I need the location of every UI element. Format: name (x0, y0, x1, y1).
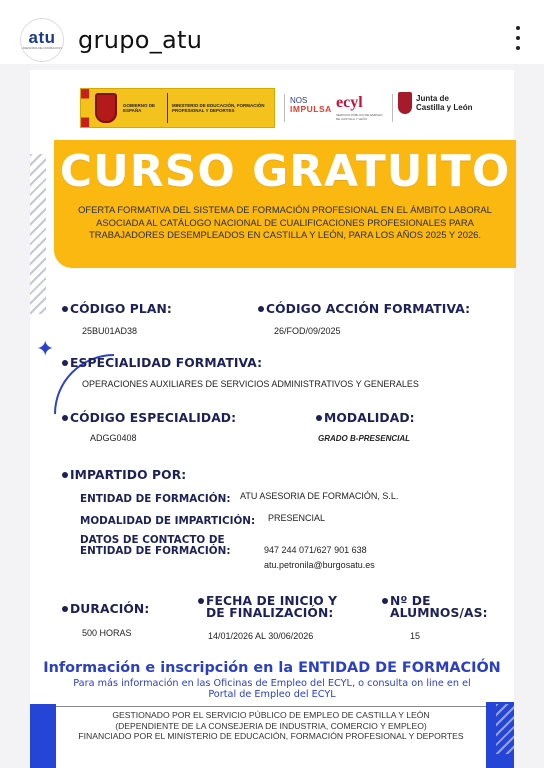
more-vertical-icon[interactable] (514, 26, 522, 50)
logo-divider (392, 94, 393, 122)
post-image[interactable] (0, 64, 544, 768)
sparkle-icon: ✦ (36, 336, 55, 361)
junta-logo (398, 92, 472, 114)
username[interactable]: grupo_atu (78, 26, 203, 54)
codigo-especialidad-label: CÓDIGO ESPECIALIDAD: (62, 411, 236, 425)
codigo-accion-value: 26/FOD/09/2025 (274, 326, 341, 336)
entidad-label: ENTIDAD DE FORMACIÓN: (80, 493, 231, 505)
logo-divider (284, 94, 285, 122)
telefono-value: 947 244 071/627 901 638 (264, 545, 367, 555)
impulsa-word: IMPULSA (290, 104, 332, 114)
avatar-logo-subtitle: ASESORIA DE FORMACION (22, 46, 62, 50)
footer-line-2: (DEPENDIENTE DE LA CONSEJERIA DE INDUSTRIA, COMERCIO Y EMPLEO) (115, 720, 427, 731)
hatch-decoration-right (496, 704, 514, 754)
footer-line-1: GESTIONADO POR EL SERVICIO PÚBLICO DE EMPLEO DE CASTILLA Y LEÓN (112, 710, 430, 720)
footer (56, 710, 486, 742)
footer-line-3: FINANCIADO POR EL MINISTERIO DE EDUCACIÓN, FORMACIÓN PROFESIONAL Y DEPORTES (78, 731, 464, 741)
impulsa-top: NOS (290, 96, 308, 105)
modalidad-label: MODALIDAD: (316, 411, 415, 425)
gobierno-text: GOBIERNO DE ESPAÑA (123, 103, 156, 113)
especialidad-value: OPERACIONES AUXILIARES DE SERVICIOS ADMINISTRATIVOS Y GENERALES (82, 379, 419, 389)
ecyl-subtitle: SERVICIO PÚBLICO DE EMPLEO DE CASTILLA Y LEÓN (336, 113, 383, 121)
gobierno-logo (80, 88, 275, 128)
title-banner (54, 140, 516, 268)
modalidad-imparticion-value: PRESENCIAL (268, 513, 326, 523)
junta-line1: Junta de (416, 94, 449, 103)
fecha-label: FECHA DE INICIO Y DE FINALIZACIÓN: (198, 595, 337, 619)
ecyl-logo: ecyl (336, 94, 363, 111)
contacto-label-1: DATOS DE CONTACTO DE (80, 534, 225, 546)
post-header (0, 0, 544, 62)
coat-of-arms-icon (95, 93, 117, 123)
email-value: atu.petronila@burgosatu.es (264, 560, 375, 570)
codigo-plan-label: CÓDIGO PLAN: (62, 302, 172, 316)
alumnos-value: 15 (410, 631, 421, 641)
flag-icon (81, 89, 89, 127)
junta-text (416, 94, 472, 112)
ministerio-text: MINISTERIO DE EDUCACIÓN, FORMACIÓN PROFESIONAL Y DEPORTES (172, 103, 265, 113)
fecha-value: 14/01/2026 AL 30/06/2026 (208, 631, 314, 641)
junta-line2: Castilla y León (416, 103, 473, 112)
junta-shield-icon (398, 92, 412, 114)
info-title: Información e inscripción en la ENTIDAD DE FORMACIÓN (43, 660, 501, 676)
avatar-logo-text: atu (28, 28, 56, 47)
modalidad-imparticion-label: MODALIDAD DE IMPARTICIÓN: (80, 515, 256, 527)
codigo-especialidad-value: ADGG0408 (90, 433, 137, 443)
banner-title: CURSO GRATUITO (59, 146, 511, 197)
especialidad-label: ESPECIALIDAD FORMATIVA: (62, 356, 262, 370)
contacto-label-2: ENTIDAD DE FORMACIÓN: (80, 545, 231, 557)
footer-divider (56, 706, 486, 707)
codigo-accion-label: CÓDIGO ACCIÓN FORMATIVA: (258, 302, 470, 316)
codigo-plan-value: 25BU01AD38 (82, 326, 138, 336)
info-subtitle: Para más información en las Oficinas de Empleo del ECYL, o consulta on line en el Portal de Empleo del ECYL (73, 678, 471, 700)
corner-decoration-left (30, 704, 56, 768)
entidad-value: ATU ASESORIA DE FORMACIÓN, S.L. (240, 491, 399, 501)
banner-description: OFERTA FORMATIVA DEL SISTEMA DE FORMACIÓN PROFESIONAL EN EL ÁMBITO LABORAL ASOCIADA AL CATÁLOGO NACIONAL DE CUALIFICACIONES PROFESIONALES PARA TRABAJADORES DESEMPLEADOS EN CASTILLA Y LEÓN, PARA LOS AÑOS 2025 Y 2026. (78, 204, 492, 240)
modalidad-value: GRADO B-PRESENCIAL (318, 434, 411, 443)
alumnos-label: Nº DE ALUMNOS/AS: (382, 595, 488, 619)
logo-separator (167, 93, 168, 123)
duracion-value: 500 HORAS (82, 628, 132, 638)
hatch-decoration (30, 154, 46, 314)
impartido-label: IMPARTIDO POR: (62, 468, 186, 482)
duracion-label: DURACIÓN: (62, 602, 149, 616)
avatar[interactable] (20, 18, 64, 62)
impulsa-logo (290, 96, 332, 114)
